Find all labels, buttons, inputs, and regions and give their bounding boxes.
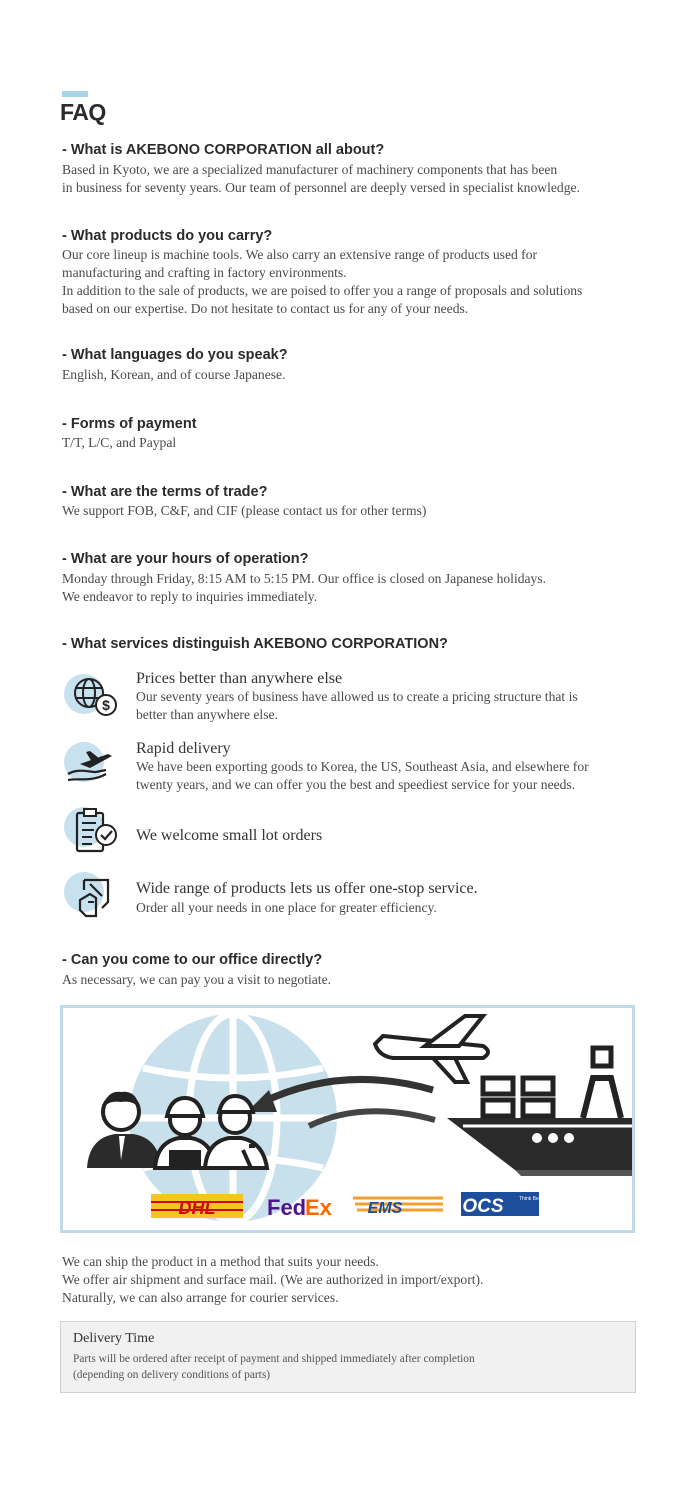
fedex-text-a: Fed xyxy=(267,1195,307,1220)
service-title: Prices better than anywhere else xyxy=(136,670,343,687)
service-description: We have been exporting goods to Korea, the US, Southeast Asia, and elsewhere for twenty years, and we can offer you the best and speediest service for your needs. xyxy=(136,759,589,792)
faq-answer: Our core lineup is machine tools. We also carry an extensive range of products used for manufacturing and crafting in factory environments. In addition to the sale of products, we are poised to offer you a range of proposals and solutions based on our expertise. Do not hesitate to contact us for any of your needs. xyxy=(62,247,583,316)
airplane-graphic xyxy=(375,1016,488,1082)
dhl-text: DHL xyxy=(178,1198,216,1218)
ems-text: EMS xyxy=(367,1200,403,1217)
faq-question: - What products do you carry? xyxy=(62,228,273,244)
service-description: Our seventy years of business have allowed us to create a pricing structure that is better than anywhere else. xyxy=(136,689,578,722)
service-item xyxy=(62,803,642,859)
faq-answer: English, Korean, and of course Japanese. xyxy=(62,367,286,382)
faq-answer: As necessary, we can pay you a visit to negotiate. xyxy=(62,972,332,987)
faq-answer: We support FOB, C&F, and CIF (please contact us for other terms) xyxy=(62,503,427,518)
ocs-text: OCS xyxy=(462,1196,504,1217)
faq-question: - What is AKEBONO CORPORATION all about? xyxy=(62,142,385,158)
ocs-tagline: Think Best xyxy=(519,1196,543,1202)
service-title: Wide range of products lets us offer one-stop service. xyxy=(136,880,478,897)
faq-question: - What services distinguish AKEBONO CORPORATION? xyxy=(62,636,448,652)
shipping-description: We can ship the product in a method that suits your needs. We offer air shipment and surface mail. (We are authorized in import/export). Naturally, we can also arrange for courier services. xyxy=(62,1254,484,1305)
fedex-logo xyxy=(267,1195,333,1220)
globe-dollar-icon xyxy=(62,668,122,722)
dhl-logo xyxy=(151,1194,243,1218)
page-title: FAQ xyxy=(60,99,106,125)
shipping-illustration xyxy=(60,1005,635,1233)
delivery-title: Delivery Time xyxy=(73,1331,155,1346)
faq-question: - What are the terms of trade? xyxy=(62,484,268,500)
clipboard-check-icon xyxy=(62,803,122,857)
svg-text:$: $ xyxy=(102,697,110,713)
service-item xyxy=(62,738,642,798)
delivery-time-box xyxy=(60,1321,636,1393)
faq-question: - What are your hours of operation? xyxy=(62,551,309,567)
ocs-logo xyxy=(461,1192,543,1217)
service-title: We welcome small lot orders xyxy=(136,827,323,844)
faq-question: - Forms of payment xyxy=(62,416,197,432)
faq-accent-bar xyxy=(62,91,88,97)
people-graphic xyxy=(87,1092,267,1168)
service-title: Rapid delivery xyxy=(136,740,231,757)
service-item xyxy=(62,668,642,728)
box-hand-icon xyxy=(62,870,122,924)
service-description: Order all your needs in one place for greater efficiency. xyxy=(136,900,437,915)
faq-question: - Can you come to our office directly? xyxy=(62,952,323,968)
fedex-text-b: Ex xyxy=(305,1195,332,1220)
service-item xyxy=(62,870,642,926)
delivery-text: Parts will be ordered after receipt of payment and shipped immediately after completion (depending on delivery conditions of parts) xyxy=(73,1353,475,1381)
faq-question: - What languages do you speak? xyxy=(62,347,288,363)
faq-answer: Based in Kyoto, we are a specialized manufacturer of machinery components that has been in business for seventy years. Our team of personnel are deeply versed in specialist knowledge. xyxy=(62,162,580,195)
plane-hand-icon xyxy=(62,738,122,792)
faq-answer: T/T, L/C, and Paypal xyxy=(62,435,177,450)
ems-logo xyxy=(353,1198,443,1217)
ship-graphic xyxy=(447,1048,632,1176)
faq-answer: Monday through Friday, 8:15 AM to 5:15 PM. Our office is closed on Japanese holidays. We endeavor to reply to inquiries immediately. xyxy=(62,571,547,604)
